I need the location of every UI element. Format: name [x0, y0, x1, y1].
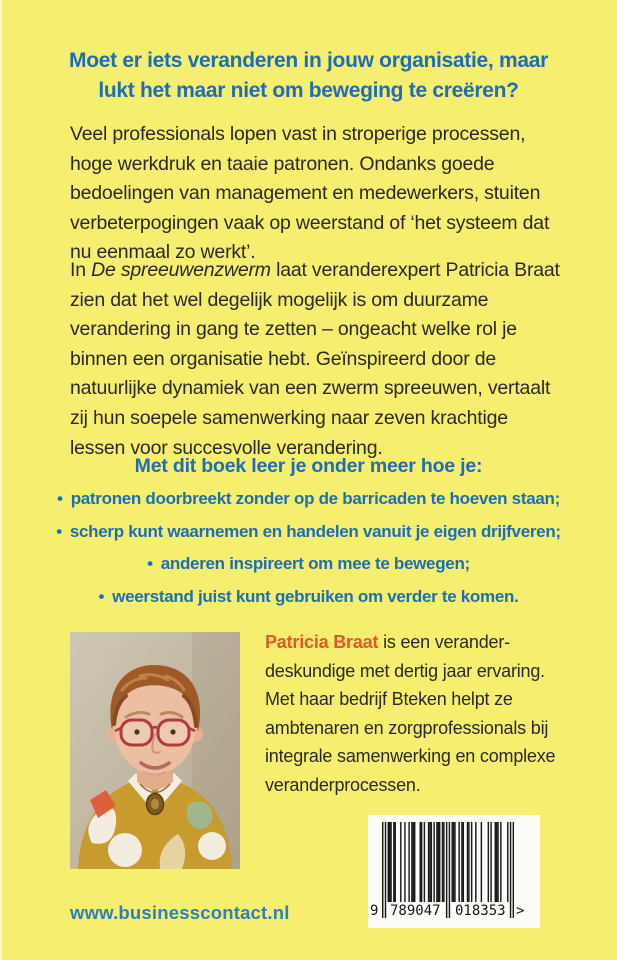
description-paragraph: [70, 256, 568, 463]
bio-line-text: is een verander-: [378, 632, 510, 652]
bullet-icon: •: [98, 586, 105, 606]
barcode: [368, 815, 540, 928]
page-edge: [0, 0, 2, 960]
bullet-icon: •: [56, 521, 62, 541]
bio-line: veranderprocessen.: [265, 774, 421, 795]
description-before-title: In: [70, 259, 92, 281]
bio-line: integrale samenwerking en complexe: [265, 746, 556, 767]
list-item: [30, 516, 587, 549]
list-item: [30, 548, 587, 581]
list-item: [30, 483, 587, 516]
barcode-suffix-arrow: >: [516, 903, 525, 919]
list-heading: Met dit boek leer je onder meer hoe je:: [134, 455, 483, 477]
headline: [28, 46, 589, 106]
author-bio: [265, 628, 565, 800]
author-name: Patricia Braat: [265, 632, 379, 652]
bio-line: deskundige met dertig jaar ervaring.: [265, 660, 545, 681]
book-title: De spreeuwenzwerm: [91, 259, 271, 281]
publisher-website-link[interactable]: www.businesscontact.nl: [70, 902, 290, 923]
headline-line-2: lukt het maar niet om beweging te creëren?: [98, 79, 519, 102]
list-item-text: anderen inspireert om mee te bewegen;: [160, 554, 470, 574]
list-item: [30, 581, 587, 614]
list-item-text: patronen doorbreekt zonder op de barricaden te hoeven staan;: [70, 489, 560, 508]
bio-line: ambtenaren en zorgprofessionals bij: [265, 717, 549, 738]
bullet-icon: •: [57, 489, 63, 508]
bullet-icon: •: [147, 554, 153, 574]
list-item-text: weerstand juist kunt gebruiken om verder te komen.: [112, 586, 519, 606]
description-after-title: laat veranderexpert Patricia Braat zien dat het wel degelijk mogelijk is om duurzame verandering in gang te zetten – ongeacht welke rol je binnen een organisatie hebt. Geïnspireerd door de natuurlijke dynamiek van een zwerm spreeuwen, vertaalt zij hun soepele samenwerking naar zeven krachtige lessen voor succesvolle verandering.: [70, 259, 560, 459]
author-photo: [70, 632, 240, 869]
bio-line: [265, 628, 565, 657]
barcode-digits-group1: 789047: [390, 903, 441, 919]
intro-paragraph: Veel professionals lopen vast in stroperige processen, hoge werkdruk en taaie patronen. Ondanks goede bedoelingen van management en medewerkers, stuiten verbeterpogingen vaak op weerstand of ‘het systeem dat nu eenmaal zo werkt’.: [70, 123, 550, 264]
barcode-digit-first: 9: [370, 903, 379, 919]
lessons-list: [30, 483, 587, 613]
list-item-text: scherp kunt waarnemen en handelen vanuit je eigen drijfveren;: [69, 521, 561, 541]
barcode-digits-group2: 018353: [455, 903, 506, 919]
bio-line: Met haar bedrijf Bteken helpt ze: [265, 689, 513, 710]
headline-line-1: Moet er iets veranderen in jouw organisatie, maar: [69, 49, 548, 72]
